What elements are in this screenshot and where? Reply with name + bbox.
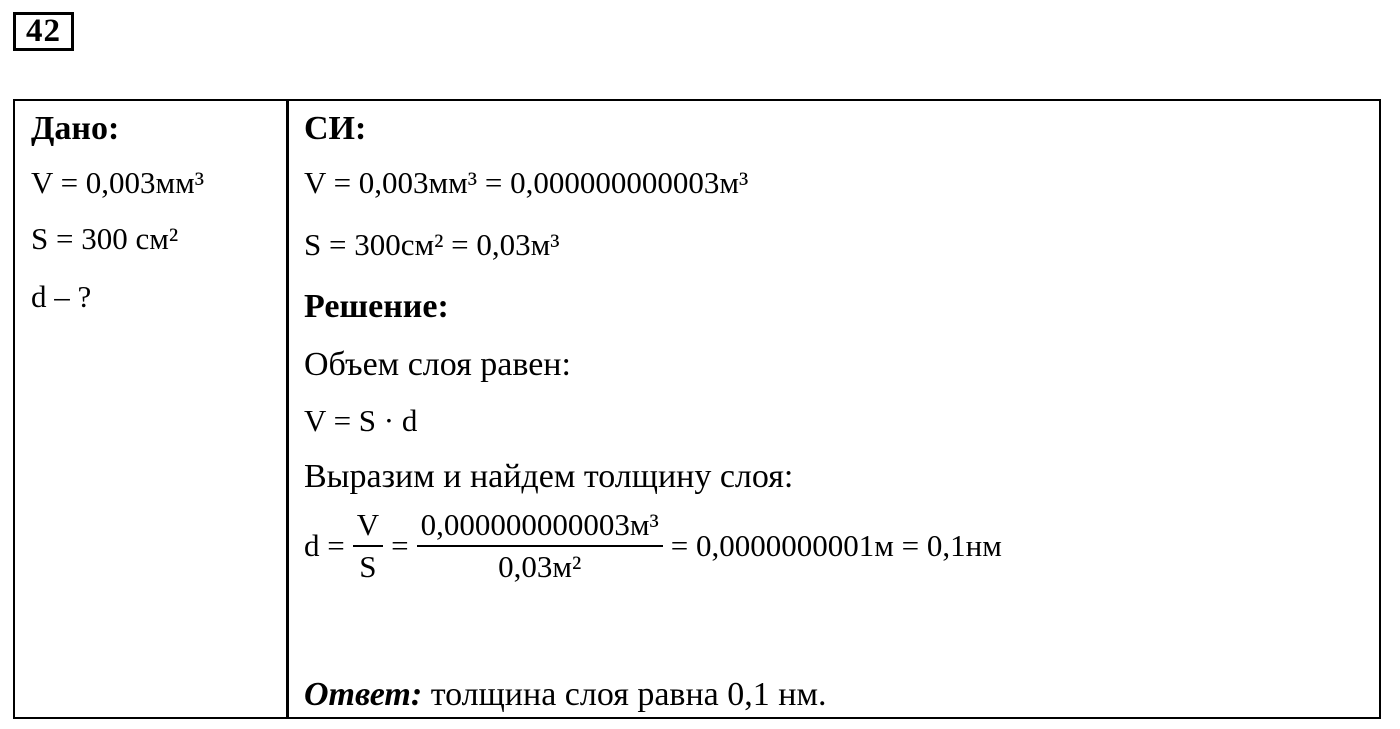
given-unknown: d – ? — [31, 279, 92, 314]
fraction-v-over-s — [353, 507, 383, 585]
fraction-denominator-s: S — [359, 549, 377, 584]
given-heading: Дано: — [31, 110, 120, 147]
thickness-formula — [304, 507, 1002, 585]
solution-text-volume: Объем слоя равен: — [304, 346, 571, 383]
formula-lhs: d = — [304, 528, 345, 563]
si-area-conversion: S = 300см² = 0,03м³ — [304, 227, 560, 262]
fraction-numerator-v: V — [353, 507, 383, 547]
solution-table — [13, 99, 1381, 719]
formula-result: = 0,0000000001м = 0,1нм — [670, 528, 1002, 563]
fraction-numerator-value: 0,000000000003м³ — [417, 507, 663, 547]
solution-heading: Решение: — [304, 288, 449, 325]
solution-text-thickness: Выразим и найдем толщину слоя: — [304, 458, 794, 495]
formula-equals: = — [391, 528, 409, 563]
answer-text: толщина слоя равна 0,1 нм. — [422, 676, 827, 713]
given-column — [31, 101, 281, 717]
problem-number: 42 — [13, 12, 74, 51]
si-solution-column — [304, 101, 1364, 717]
answer-label: Ответ: — [304, 676, 423, 713]
given-volume: V = 0,003мм³ — [31, 165, 205, 200]
answer-line — [304, 675, 826, 715]
si-heading: СИ: — [304, 110, 367, 147]
column-divider — [286, 101, 289, 717]
fraction-denominator-value: 0,03м² — [498, 549, 582, 584]
given-area: S = 300 см² — [31, 221, 179, 256]
volume-formula: V = S · d — [304, 403, 418, 438]
si-volume-conversion: V = 0,003мм³ = 0,000000000003м³ — [304, 165, 749, 200]
fraction-values — [417, 507, 663, 585]
